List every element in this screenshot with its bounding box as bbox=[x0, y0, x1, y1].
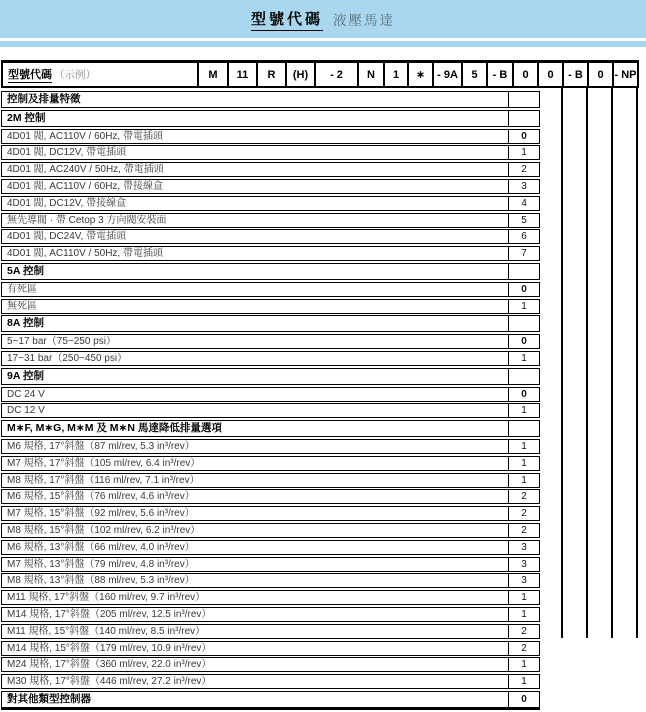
code-column-line-3 bbox=[611, 88, 613, 638]
section-row bbox=[1, 263, 540, 280]
code-cell-12: 0 bbox=[512, 63, 537, 86]
row-description: M11 規格, 17°斜盤（160 ml/rev, 9.7 in³/rev） bbox=[7, 592, 206, 604]
row-description: M14 規格, 15°斜盤（179 ml/rev, 10.9 in³/rev） bbox=[7, 642, 212, 654]
row-code-value: 4 bbox=[508, 197, 539, 210]
row-code-value: 2 bbox=[508, 163, 539, 176]
code-cell-16: - NP bbox=[612, 63, 637, 86]
section-row bbox=[1, 110, 540, 127]
code-cell-14: - B bbox=[562, 63, 587, 86]
table-row bbox=[1, 246, 540, 261]
row-code-value: 1 bbox=[508, 404, 539, 417]
code-cell-9: - 9A bbox=[432, 63, 461, 86]
row-code-value bbox=[508, 264, 539, 279]
row-code-value: 3 bbox=[508, 558, 539, 571]
code-column-line-4 bbox=[636, 88, 638, 638]
code-cell-7: 1 bbox=[383, 63, 407, 86]
code-cell-13: 0 bbox=[537, 63, 562, 86]
row-description: M24 規格, 17°斜盤（360 ml/rev, 22.0 in³/rev） bbox=[7, 659, 212, 671]
title-banner bbox=[0, 0, 646, 47]
row-description: 控制及排量特徵 bbox=[7, 93, 81, 105]
row-code-value bbox=[508, 316, 539, 331]
table-row bbox=[1, 439, 540, 454]
code-cell-6: N bbox=[357, 63, 383, 86]
row-code-value bbox=[508, 111, 539, 126]
table-row bbox=[1, 229, 540, 244]
row-code-value: 1 bbox=[508, 440, 539, 453]
row-description: M6 規格, 13°斜盤（66 ml/rev, 4.0 in³/rev） bbox=[7, 541, 195, 553]
code-cell-5: - 2 bbox=[314, 63, 357, 86]
row-description: 4D01 閥, AC110V / 50Hz, 帶電插頭 bbox=[7, 248, 163, 260]
banner-divider bbox=[0, 38, 646, 41]
table-row bbox=[1, 179, 540, 194]
row-code-value: 2 bbox=[508, 642, 539, 655]
row-code-value: 3 bbox=[508, 574, 539, 587]
row-code-value: 0 bbox=[508, 388, 539, 401]
row-description: 9A 控制 bbox=[7, 369, 44, 382]
table-row bbox=[1, 351, 540, 366]
row-description: 4D01 閥, AC240V / 50Hz, 帶電插頭 bbox=[7, 164, 164, 176]
row-description: 4D01 閥, DC24V, 帶電插頭 bbox=[7, 231, 127, 243]
code-cell-15: 0 bbox=[587, 63, 612, 86]
table-row bbox=[1, 540, 540, 555]
row-description: 對其他類型控制器 bbox=[7, 692, 91, 705]
table-row bbox=[1, 299, 540, 314]
code-cell-4: (H) bbox=[285, 63, 314, 86]
row-code-value: 6 bbox=[508, 230, 539, 243]
row-code-value: 2 bbox=[508, 507, 539, 520]
table-row bbox=[1, 473, 540, 488]
code-cell-1: M bbox=[197, 63, 227, 86]
row-description: 17~31 bar（250~450 psi） bbox=[7, 352, 128, 364]
model-code-label-note: （示例） bbox=[54, 69, 96, 81]
row-code-value: 7 bbox=[508, 247, 539, 260]
model-code-label-bold: 型號代碼 bbox=[8, 66, 52, 83]
code-column-line-1 bbox=[561, 88, 563, 638]
page-title: 型號代碼 bbox=[251, 8, 323, 31]
table-row bbox=[1, 145, 540, 160]
table-row bbox=[1, 657, 540, 672]
final-row bbox=[1, 691, 540, 710]
row-code-value: 0 bbox=[508, 130, 539, 143]
table-row bbox=[1, 607, 540, 622]
table-row bbox=[1, 573, 540, 588]
table-row bbox=[1, 282, 540, 297]
row-code-value: 1 bbox=[508, 608, 539, 621]
table-row bbox=[1, 557, 540, 572]
row-description: 4D01 閥, AC110V / 60Hz, 帶接線盒 bbox=[7, 180, 163, 192]
row-code-value: 2 bbox=[508, 625, 539, 638]
row-description: M30 規格, 17°斜盤（446 ml/rev, 27.2 in³/rev） bbox=[7, 676, 212, 688]
code-cell-11: - B bbox=[486, 63, 512, 86]
row-code-value: 1 bbox=[508, 146, 539, 159]
title-banner-inner bbox=[0, 0, 646, 38]
option-table bbox=[1, 91, 540, 712]
code-column-line-2 bbox=[586, 88, 588, 638]
row-code-value: 0 bbox=[508, 283, 539, 296]
row-description: M8 規格, 15°斜盤（102 ml/rev, 6.2 in³/rev） bbox=[7, 524, 201, 536]
row-description: 4D01 閥, DC12V, 帶電插頭 bbox=[7, 147, 127, 159]
row-description: 5~17 bar（75~250 psi） bbox=[7, 336, 116, 348]
table-row bbox=[1, 506, 540, 521]
code-cell-10: 5 bbox=[461, 63, 486, 86]
table-row bbox=[1, 624, 540, 639]
row-code-value bbox=[508, 421, 539, 436]
row-description: DC 12 V bbox=[7, 405, 45, 417]
row-description: M14 規格, 17°斜盤（205 ml/rev, 12.5 in³/rev） bbox=[7, 608, 212, 620]
table-row bbox=[1, 162, 540, 177]
row-code-value: 2 bbox=[508, 524, 539, 537]
table-row bbox=[1, 387, 540, 402]
table-row bbox=[1, 334, 540, 349]
row-code-value: 0 bbox=[508, 335, 539, 348]
row-code-value: 1 bbox=[508, 658, 539, 671]
section-row bbox=[1, 368, 540, 385]
model-code-row bbox=[1, 60, 639, 88]
table-row bbox=[1, 213, 540, 228]
row-description: DC 24 V bbox=[7, 388, 45, 400]
row-description: 4D01 閥, AC110V / 60Hz, 帶電插頭 bbox=[7, 130, 163, 142]
code-cell-8: ∗ bbox=[407, 63, 432, 86]
row-code-value: 1 bbox=[508, 474, 539, 487]
table-row bbox=[1, 674, 540, 689]
row-description: 2M 控制 bbox=[7, 111, 46, 124]
row-code-value: 0 bbox=[508, 692, 539, 707]
code-cell-2: 11 bbox=[227, 63, 256, 86]
model-code-label bbox=[3, 63, 197, 86]
table-row bbox=[1, 403, 540, 418]
row-description: 無先導閥 · 帶 Cetop 3 方向閥安裝面 bbox=[7, 214, 167, 226]
row-description: 5A 控制 bbox=[7, 264, 44, 277]
row-description: 有死區 bbox=[7, 283, 37, 295]
row-code-value: 1 bbox=[508, 457, 539, 470]
table-row bbox=[1, 196, 540, 211]
row-description: M7 規格, 13°斜盤（79 ml/rev, 4.8 in³/rev） bbox=[7, 558, 195, 570]
table-row bbox=[1, 129, 540, 144]
row-code-value bbox=[508, 369, 539, 384]
row-description: M7 規格, 15°斜盤（92 ml/rev, 5.6 in³/rev） bbox=[7, 508, 195, 520]
row-description: M6 規格, 15°斜盤（76 ml/rev, 4.6 in³/rev） bbox=[7, 491, 195, 503]
row-description: M8 規格, 17°斜盤（116 ml/rev, 7.1 in³/rev） bbox=[7, 474, 200, 486]
row-code-value: 1 bbox=[508, 352, 539, 365]
table-row bbox=[1, 590, 540, 605]
row-code-value: 2 bbox=[508, 490, 539, 503]
row-code-value: 1 bbox=[508, 300, 539, 313]
row-code-value: 3 bbox=[508, 541, 539, 554]
row-description: 8A 控制 bbox=[7, 317, 44, 330]
code-cell-3: R bbox=[256, 63, 285, 86]
table-row bbox=[1, 489, 540, 504]
row-description: M6 規格, 17°斜盤（87 ml/rev, 5.3 in³/rev） bbox=[7, 440, 195, 452]
row-code-value: 5 bbox=[508, 214, 539, 227]
row-description: 4D01 閥, DC12V, 帶接線盒 bbox=[7, 197, 127, 209]
row-code-value bbox=[508, 92, 539, 107]
section-row bbox=[1, 315, 540, 332]
section-row bbox=[1, 91, 540, 108]
row-description: M∗F, M∗G, M∗M 及 M∗N 馬達降低排量選項 bbox=[7, 422, 222, 435]
table-row bbox=[1, 456, 540, 471]
table-row bbox=[1, 641, 540, 656]
table-row bbox=[1, 523, 540, 538]
row-description: M8 規格, 13°斜盤（88 ml/rev, 5.3 in³/rev） bbox=[7, 575, 195, 587]
page-subtitle: 液壓馬達 bbox=[333, 13, 395, 28]
row-code-value: 1 bbox=[508, 591, 539, 604]
row-code-value: 3 bbox=[508, 180, 539, 193]
row-description: 無死區 bbox=[7, 300, 37, 312]
section-row bbox=[1, 420, 540, 437]
row-description: M7 規格, 17°斜盤（105 ml/rev, 6.4 in³/rev） bbox=[7, 457, 201, 469]
row-code-value: 1 bbox=[508, 675, 539, 688]
row-description: M11 規格, 15°斜盤（140 ml/rev, 8.5 in³/rev） bbox=[7, 625, 206, 637]
